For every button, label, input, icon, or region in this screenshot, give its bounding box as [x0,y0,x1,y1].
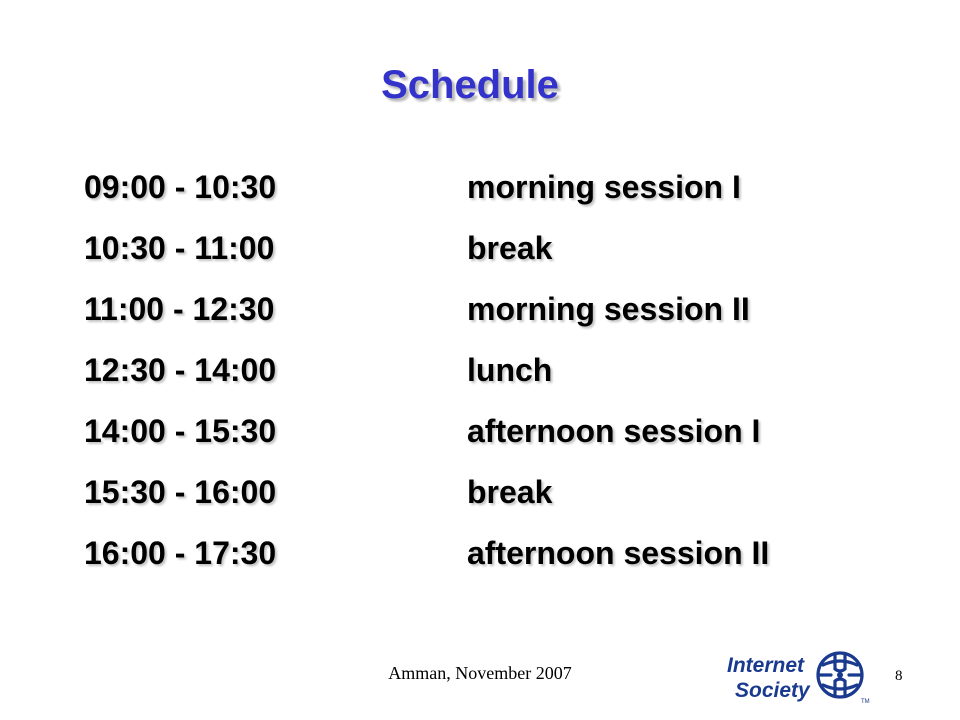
logo-line-internet: Internet [727,654,805,677]
logo-wordmark [727,654,811,702]
schedule-time: 15:30 - 16:00 [84,474,277,510]
schedule-activity: morning session II [467,291,750,327]
schedule-activity: lunch [467,352,553,388]
schedule-activity: break [467,230,553,266]
schedule-row [84,287,844,348]
schedule-activity: morning session I [467,169,741,205]
trademark-mark: TM [861,699,870,705]
footer-location-date: Amman, November 2007 [388,663,572,683]
schedule-row [84,531,844,592]
schedule-time: 10:30 - 11:00 [84,230,275,266]
schedule-row [84,348,844,409]
schedule-list [84,165,844,592]
schedule-row [84,226,844,287]
logo-line-society: Society [735,679,810,702]
slide-title: Schedule [381,63,559,107]
page-number: 8 [895,668,903,684]
schedule-row [84,165,844,226]
schedule-time: 16:00 - 17:30 [84,535,277,571]
schedule-activity: break [467,474,553,510]
internet-society-logo [723,645,873,707]
schedule-time: 12:30 - 14:00 [84,352,277,388]
schedule-row [84,470,844,531]
schedule-time: 14:00 - 15:30 [84,413,277,449]
schedule-activity: afternoon session I [467,413,761,449]
schedule-time: 11:00 - 12:30 [84,291,275,327]
schedule-time: 09:00 - 10:30 [84,169,277,205]
schedule-row [84,409,844,470]
isoc-globe-icon [818,653,862,697]
schedule-activity: afternoon session II [467,535,770,571]
